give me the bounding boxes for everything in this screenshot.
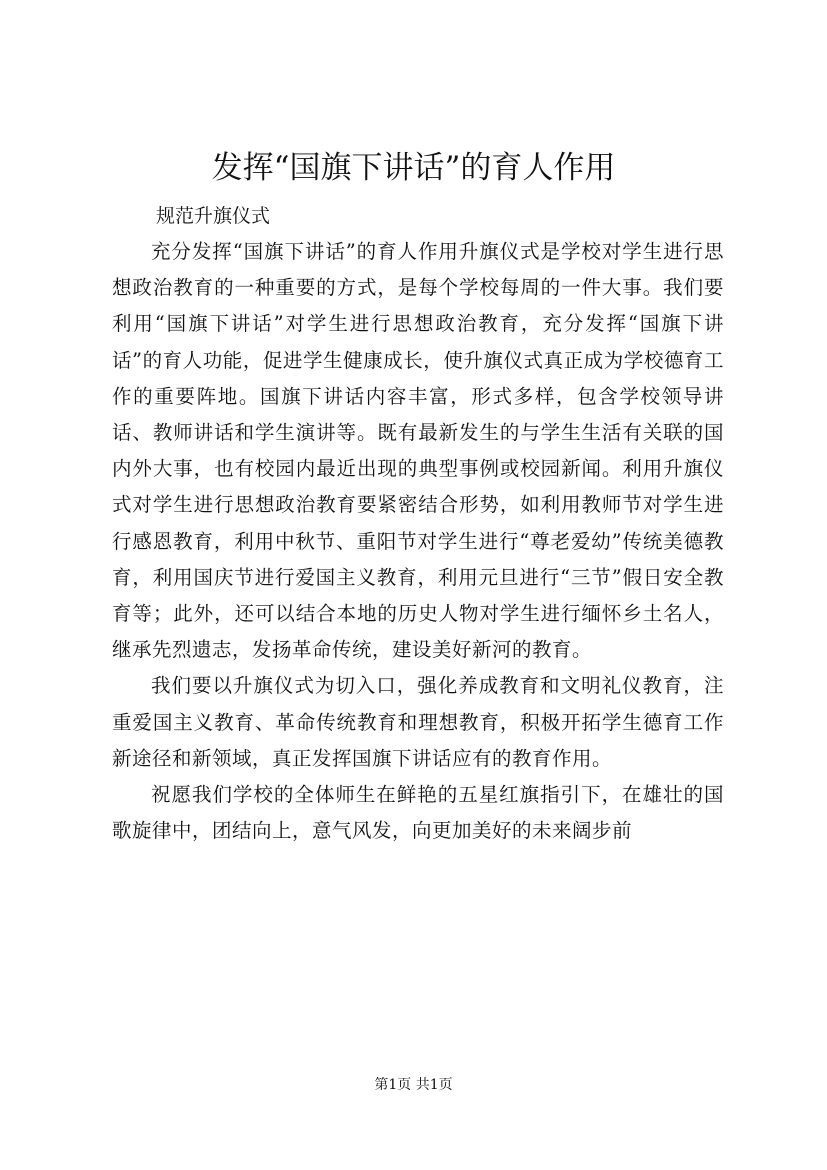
document-title: 发挥“国旗下讲话”的育人作用 [211, 150, 616, 186]
page-footer: 第1页 共1页 [374, 1077, 453, 1093]
body-paragraph-1: 充分发挥“国旗下讲话”的育人作用升旗仪式是学校对学生进行思想政治教育的一种重要的方式，是每个学校每周的一件大事。我们要利用“国旗下讲话”对学生进行思想政治教育，充分发挥“国旗下讲话”的育人功能，促进学生健康成长，使升旗仪式真正成为学校德育工作的重要阵地。国旗下讲话内容丰富，形式多样，包含学校领导讲话、教师讲话和学生演讲等。既有最新发生的与学生生活有关联的国内外大事，也有校园内最近出现的典型事例或校园新闻。利用升旗仪式对学生进行思想政治教育要紧密结合形势，如利用教师节对学生进行感恩教育，利用中秋节、重阳节对学生进行“尊老爱幼”传统美德教育，利用国庆节进行爱国主义教育，利用元旦进行“三节”假日安全教育等；此外，还可以结合本地的历史人物对学生进行缅怀乡土名人，继承先烈遗志，发扬革命传统，建设美好新河的教育。 [112, 240, 724, 662]
document-body [112, 234, 724, 849]
body-paragraph-2: 我们要以升旗仪式为切入口，强化养成教育和文明礼仪教育，注重爱国主义教育、革命传统教育和理想教育，积极开拓学生德育工作新途径和新领域，真正发挥国旗下讲话应有的教育作用。 [112, 674, 724, 770]
body-paragraph-3: 祝愿我们学校的全体师生在鲜艳的五星红旗指引下，在雄壮的国歌旋律中，团结向上，意气风发，向更加美好的未来阔步前 [112, 783, 724, 843]
section-subheading: 规范升旗仪式 [156, 205, 271, 227]
